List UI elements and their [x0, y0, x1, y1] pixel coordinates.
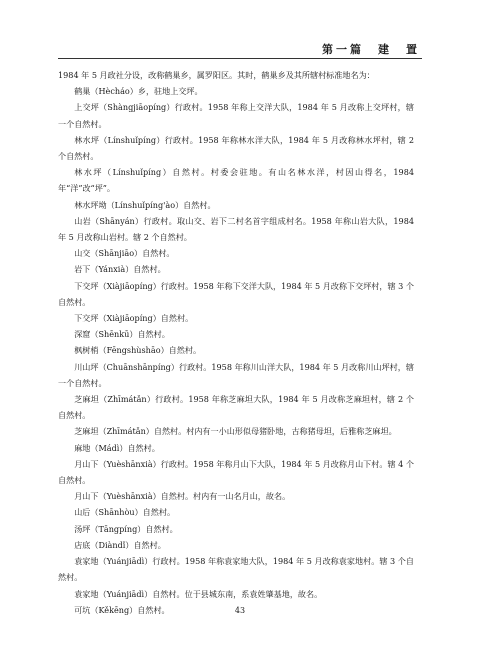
paragraph: 山后（Shānhòu）自然村。 [74, 507, 176, 518]
paragraph: 店底（Diàndǐ）自然村。 [74, 539, 166, 550]
paragraph: 川山坪（Chuānshānpíng）行政村。1958 年称川山洋大队，1984 年 5 月改称川山坪村，辖一个自然村。 [58, 361, 414, 388]
header-rule [58, 58, 422, 59]
paragraph: 下交坪（Xiàjiāopíng）自然村。 [74, 313, 194, 324]
paragraph: 袁家地（Yuánjiādì）行政村。1958 年称袁家地大队，1984 年 5 月改称袁家地村。辖 3 个自然村。 [58, 556, 414, 583]
paragraph: 岩下（Yánxià）自然村。 [74, 264, 166, 275]
paragraph: 山岩（Shānyán）行政村。取山交、岩下二村名首字组成村名。1958 年称山岩大队，1984 年 5 月改称山岩村。辖 2 个自然村。 [58, 215, 414, 243]
paragraph: 月山下（Yuèshānxià）行政村。1958 年称月山下大队，1984 年 5 月改称月山下村。辖 4 个自然村。 [58, 458, 414, 486]
paragraph: 麻地（Mádì）自然村。 [74, 442, 160, 453]
paragraph: 林水坪（Línshuǐpíng）自然村。村委会驻地。有山名林水洋，村因山得名，1984 年“洋”改“坪”。 [58, 167, 414, 194]
paragraph: 林水坪（Línshuǐpíng）行政村。1958 年称林水洋大队，1984 年 5 月改称林水坪村，辖 2 个自然村。 [58, 134, 414, 162]
paragraph: 深窟（Shēnkū）自然村。 [74, 329, 170, 340]
paragraph: 可坑（Kěkēng）自然村。 [74, 604, 170, 615]
paragraph: 1984 年 5 月政社分设，改称鹤巢乡，属罗阳区。其时，鹤巢乡及其所辖村标准地名为： [58, 70, 375, 80]
paragraph: 芝麻坦（Zhīmátǎn）行政村。1958 年称芝麻坦大队，1984 年 5 月改称芝麻坦村，辖 2 个自然村。 [58, 394, 414, 421]
page-number: 43 [234, 606, 246, 615]
running-header: 第一篇 建 置 [322, 43, 420, 56]
page-body [58, 67, 414, 618]
paragraph: 汤坪（Tāngpíng）自然村。 [74, 523, 178, 534]
paragraph: 下交坪（Xiàjiāopíng）行政村。1958 年称下交洋大队，1984 年 5 月改称下交坪村，辖 3 个自然村。 [58, 280, 414, 307]
paragraph: 林水坪坳（Línshuǐpíng'ào）自然村。 [74, 199, 216, 210]
paragraph: 袁家地（Yuánjiādì）自然村。位于县城东南，系袁姓肇基地，故名。 [74, 588, 323, 599]
paragraph: 枫树梢（Fēngshùshāo）自然村。 [74, 345, 202, 356]
paragraph: 上交坪（Shàngjiāopíng）行政村。1958 年称上交洋大队，1984 年 5 月改称上交坪村，辖一个自然村。 [58, 102, 414, 129]
paragraph: 鹤巢（Hècháo）乡，驻地上交坪。 [74, 86, 203, 97]
paragraph: 山交（Shānjiāo）自然村。 [74, 248, 175, 259]
paragraph: 芝麻坦（Zhīmátǎn）自然村。村内有一小山形似母猪卧地，古称猪母坦，后雅称芝麻坦。 [74, 426, 397, 437]
paragraph: 月山下（Yuèshānxià）自然村。村内有一山名月山，故名。 [74, 491, 291, 502]
